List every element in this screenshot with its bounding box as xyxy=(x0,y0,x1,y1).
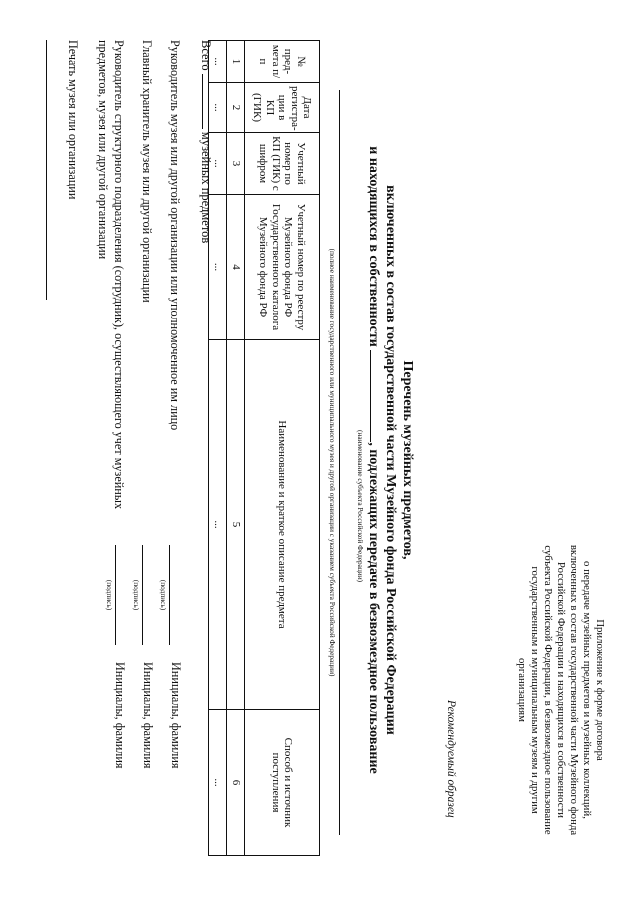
appendix-line: Приложение к форме договора xyxy=(594,619,606,761)
signature-role: Главный хранитель музея или другой организации xyxy=(140,40,154,303)
table-cell: 1 xyxy=(227,41,245,83)
seal-label: Печать музея или организации xyxy=(66,40,80,200)
sample-label: Рекомендуемый образец xyxy=(445,700,457,818)
subject-blank xyxy=(370,350,381,442)
header-cell: Дата регистра-ции в КП (ГИК) xyxy=(245,83,320,133)
header-cell: № пред-мета п/п xyxy=(245,41,320,83)
title-line-3 xyxy=(365,20,382,900)
appendix-line: включенных в состав государственной части Музейного фонда xyxy=(568,544,580,836)
header-cell: Способ и источник поступления xyxy=(245,710,320,856)
table-cell: 4 xyxy=(227,195,245,340)
subject-caption: (наименование субъекта Российской Федерации) xyxy=(356,430,365,583)
header-cell: Учетный номер по реестру Музейного фонда РФ Государственного каталога Музейного фонда РФ xyxy=(245,195,320,340)
total-prefix: Всего xyxy=(199,40,213,71)
table-cell: 2 xyxy=(227,83,245,133)
signature-role: Руководитель музея или другой организации или уполномоченное им лицо xyxy=(168,40,182,431)
signature-initials: Инициалы, фамилия xyxy=(141,662,155,769)
appendix-line: о передаче музейных предметов и музейных коллекций, xyxy=(581,561,593,819)
table-cell: ... xyxy=(209,195,227,340)
table-cell: ... xyxy=(209,41,227,83)
total-suffix: музейных предметов xyxy=(199,131,213,244)
title-line-2: включенных в состав государственной части Музейного фонда Российской Федерации xyxy=(383,185,398,735)
header-cell: Учетный номер по КП (ГИК) с шифром xyxy=(245,133,320,195)
table-cell: ... xyxy=(209,133,227,195)
appendix-line: организациям xyxy=(516,658,528,722)
title-line-3-end: , подлежащих передаче в безвозмездное пользование xyxy=(366,442,381,774)
table-number-row xyxy=(227,41,245,856)
table-cell: 3 xyxy=(227,133,245,195)
signature-initials: Инициалы, фамилия xyxy=(113,662,127,769)
table-cell: 6 xyxy=(227,710,245,856)
header-cell: Наименование и краткое описание предмета xyxy=(245,340,320,710)
signature-line xyxy=(142,545,143,645)
table-cell: ... xyxy=(209,83,227,133)
total-line xyxy=(198,40,213,243)
signature-caption: (подпись) xyxy=(105,579,114,611)
title-line-1: Перечень музейных предметов, xyxy=(400,360,415,560)
total-blank xyxy=(202,74,213,129)
signature-caption: (подпись) xyxy=(159,579,168,611)
table-cell: 5 xyxy=(227,340,245,710)
appendix-line: субъекта Российской Федерации, в безвозмездное пользование xyxy=(542,545,554,835)
table-header-row xyxy=(245,41,320,856)
signature-caption: (подпись) xyxy=(132,579,141,611)
seal-line xyxy=(46,40,47,300)
appendix-line: государственным и муниципальным музеям и другим xyxy=(529,566,541,814)
org-caption: (полное наименование государственного или муниципального музея и другой организации с указанием субъекта Российской Федерации) xyxy=(328,248,337,677)
table-cell: ... xyxy=(209,710,227,856)
document-title xyxy=(365,20,416,900)
signature-line xyxy=(169,545,170,645)
org-blank-line xyxy=(339,90,340,835)
signature-initials: Инициалы, фамилия xyxy=(169,662,183,769)
table-cell: ... xyxy=(209,340,227,710)
appendix-note xyxy=(515,500,606,880)
items-table xyxy=(208,40,320,856)
title-line-3-start: и находящихся в собственности xyxy=(366,146,381,347)
appendix-line: Российской Федерации и находящихся в собственности xyxy=(555,561,567,819)
signature-line xyxy=(115,545,116,645)
signature-role: Руководитель структурного подразделения (сотрудник), осуществляющего учет музейных предметов, музея или другой организации xyxy=(96,40,126,510)
